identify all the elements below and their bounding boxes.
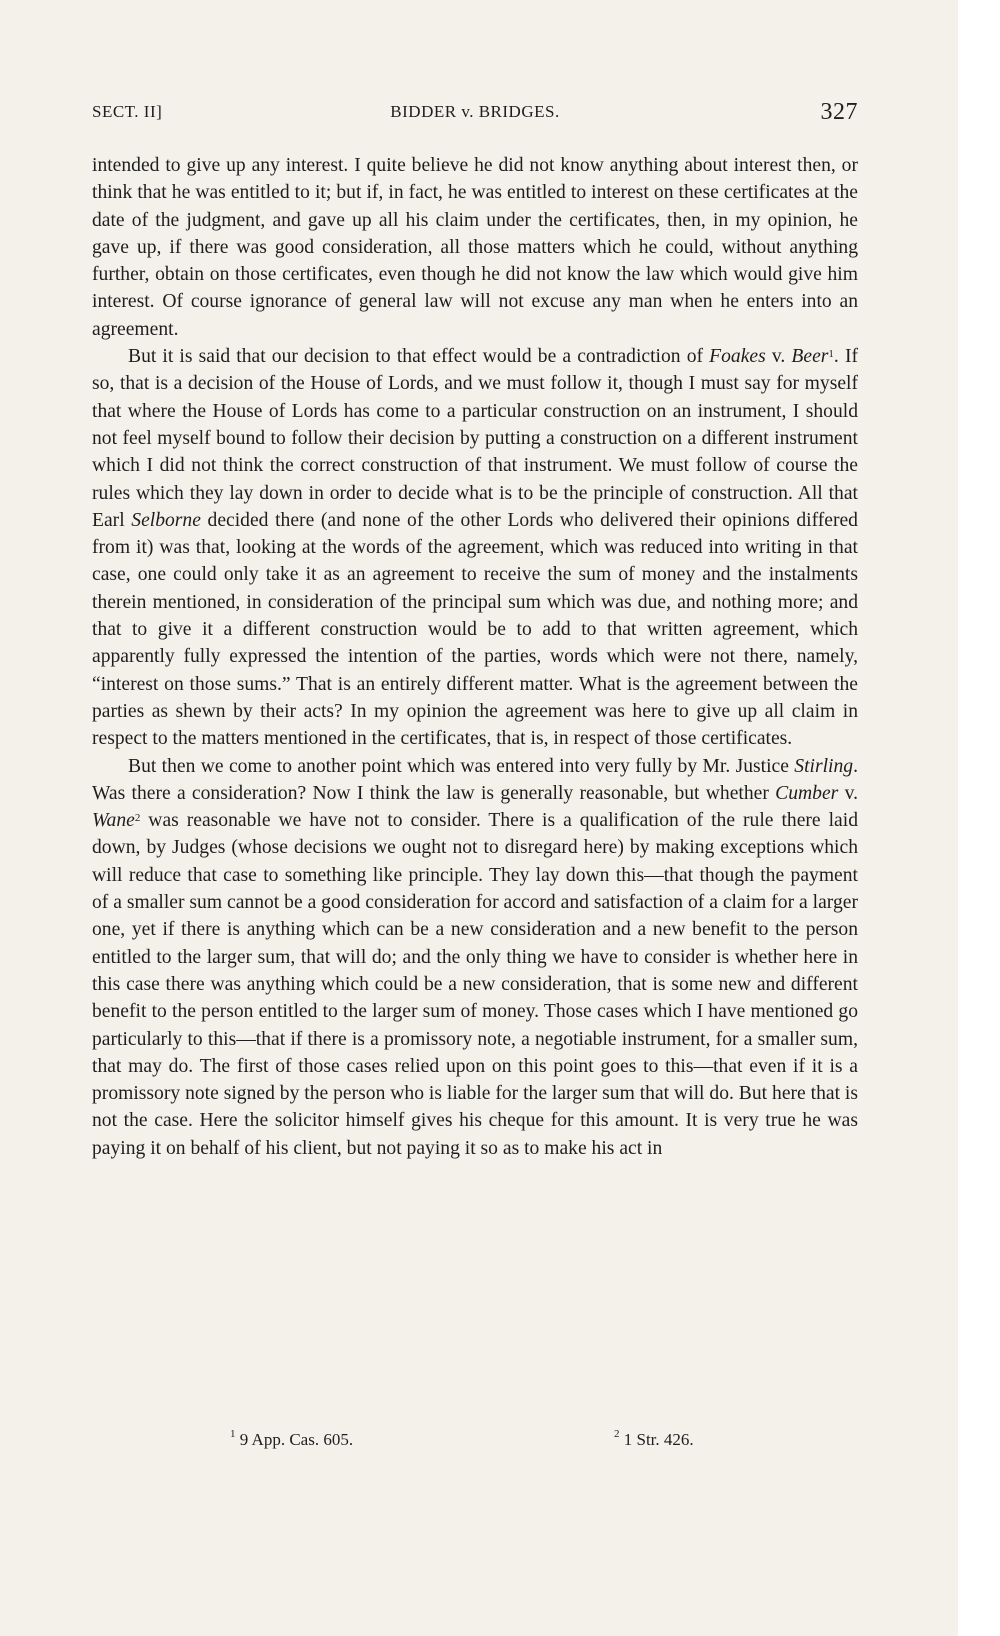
footnote-ref-1: 1	[828, 348, 834, 361]
footnote-1	[230, 1430, 353, 1450]
text-run: But then we come to another point which was entered into very fully by Mr. Justice	[128, 755, 795, 777]
footnote-text: 9 App. Cas. 605.	[235, 1430, 354, 1449]
footnote-marker: 2	[614, 1428, 620, 1440]
case-title-text: BIDDER v. BRIDGES.	[390, 102, 560, 121]
case-party-name: Cumber	[775, 782, 839, 804]
section-label: SECT. II]	[92, 102, 163, 121]
versus-abbrev: v.	[838, 782, 858, 804]
case-party-name: Beer	[791, 346, 829, 368]
text-run: . If so, that is a decision of the House of Lords, and we must follow it, though I must say for myself that where the House of Lords has come to a particular construction on an instrument, I should not feel myself bound to follow their decision by putting a construction on a different instrument which I did not think the correct construction of that instrument. We must follow of course the rules which they lay down in order to decide what is to be the principle of construction. All that Earl	[92, 346, 858, 531]
case-party-name: Foakes	[709, 346, 766, 368]
judge-name: Stirling	[794, 755, 854, 777]
footnote-text: 1 Str. 426.	[619, 1430, 694, 1449]
footnote-marker: 1	[230, 1428, 236, 1440]
text-run: But it is said that our decision to that effect would be a contradiction of	[128, 346, 710, 368]
case-party-name: Wane	[92, 810, 135, 832]
footnote-2	[614, 1430, 694, 1450]
paragraph-1: intended to give up any interest. I quite believe he did not know anything about interest then, or think that he was entitled to it; but if, in fact, he was entitled to interest on these certificates at the date of the judgment, and gave up all his claim under the certificates, then, in my opinion, he gave up, if there was good consideration, all those matters which he could, without anything further, obtain on those certificates, even though he did not know the law which would give him interest. Of course ignorance of general law will not excuse any man when he enters into an agreement.	[92, 155, 858, 340]
versus-abbrev: v.	[765, 346, 792, 368]
paragraph-3	[92, 753, 858, 1162]
text-run: decided there (and none of the other Lords who delivered their opinions differed from it) was that, looking at the words of the agreement, which was reduced into writing in that case, one could only take it as an agreement to receive the sum of money and the instalments therein mentioned, in consideration of the principal sum which was due, and nothing more; and that to give it a different construction would be to add to that written agreement, which apparently fully expressed the intention of the parties, words which were not there, namely, “interest on those sums.” That is an entirely different matter. What is the agreement between the parties as shewn by their acts? In my opinion the agreement was here to give up all claim in respect to the matters mentioned in the certificates, that is, in respect of those certificates.	[92, 509, 858, 750]
paragraph-2	[92, 343, 858, 752]
footnote-ref-2: 2	[134, 812, 141, 825]
running-header	[92, 99, 858, 132]
case-title	[92, 102, 858, 122]
text-run: . Was there a consideration? Now I think the law is generally reasonable, but whether	[92, 755, 858, 804]
body-text	[92, 152, 858, 1162]
page-number: 327	[820, 99, 858, 125]
text-run: was reasonable we have not to consider. There is a qualification of the rule there laid down, by Judges (whose decisions we ought not to disregard here) by making exceptions which will reduce that case to something like principle. They lay down this—that though the payment of a smaller sum cannot be a good consideration for accord and satisfaction of a claim for a larger one, yet if there is anything which can be a new consideration and a new benefit to the person entitled to the larger sum, that will do; and the only thing we have to consider is whether here in this case there was anything which could be a new consideration, that is some new and different benefit to the person entitled to the larger sum of money. Those cases which I have mentioned go particularly to this—that if there is a promissory note, a negotiable instrument, for a smaller sum, that may do. The first of those cases relied upon on this point goes to this—that even if it is a promissory note signed by the person who is liable for the larger sum that will do. But here that is not the case. Here the solicitor himself gives his cheque for this amount. It is very true he was paying it on behalf of his client, but not paying it so as to make his act in	[92, 810, 858, 1159]
judge-name: Selborne	[131, 509, 201, 531]
